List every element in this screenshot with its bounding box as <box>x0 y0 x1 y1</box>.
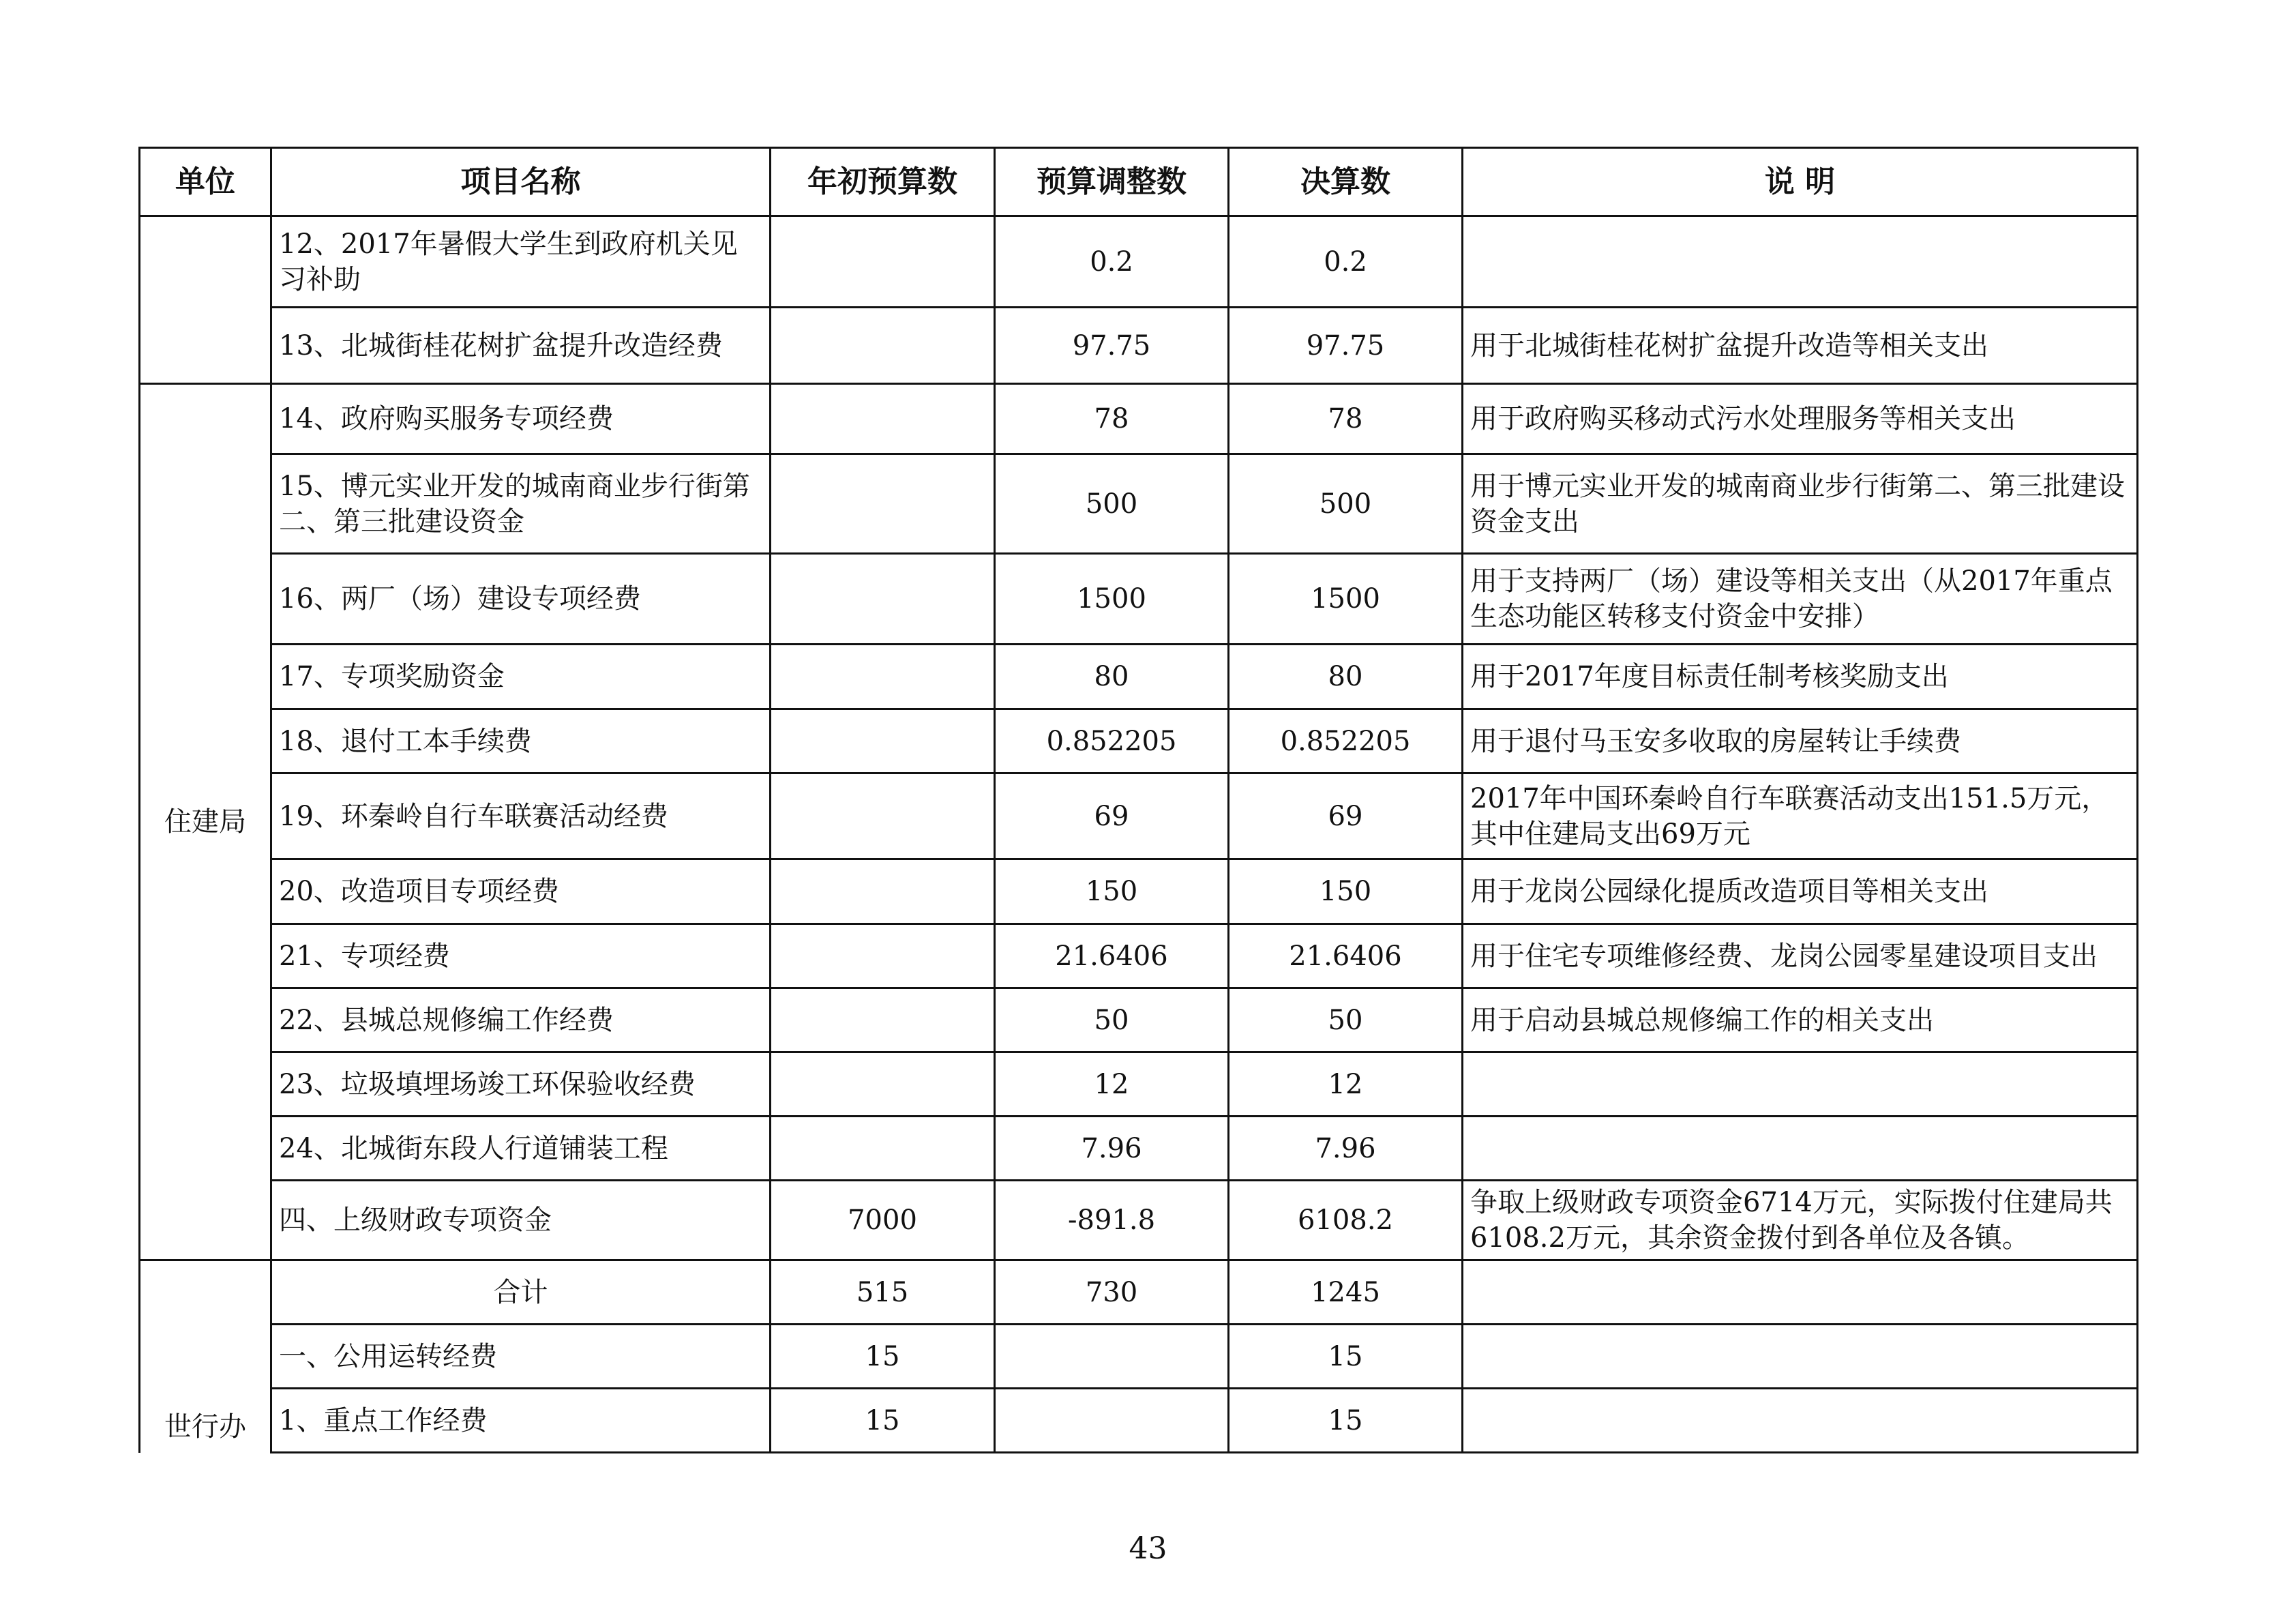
table-row <box>140 1181 2138 1260</box>
project-name: 24、北城街东段人行道铺装工程 <box>271 1117 771 1181</box>
project-name: 21、专项经费 <box>271 924 771 988</box>
final-account: 500 <box>1229 454 1463 554</box>
initial-budget <box>771 554 995 645</box>
note: 用于北城街桂花树扩盆提升改造等相关支出 <box>1463 308 2138 384</box>
budget-adjustment: 78 <box>995 384 1229 454</box>
table-row <box>140 645 2138 709</box>
final-account: 69 <box>1229 773 1463 859</box>
table-row <box>140 384 2138 454</box>
project-name: 19、环秦岭自行车联赛活动经费 <box>271 773 771 859</box>
note: 用于启动县城总规修编工作的相关支出 <box>1463 988 2138 1052</box>
table-row <box>140 1117 2138 1181</box>
final-account: 50 <box>1229 988 1463 1052</box>
final-account: 150 <box>1229 859 1463 924</box>
final-account: 15 <box>1229 1325 1463 1389</box>
unit-cell <box>140 1260 271 1453</box>
budget-adjustment: 730 <box>995 1260 1229 1325</box>
project-name: 20、改造项目专项经费 <box>271 859 771 924</box>
initial-budget <box>771 709 995 773</box>
project-name: 一、公用运转经费 <box>271 1325 771 1389</box>
table-row <box>140 216 2138 308</box>
final-account: 97.75 <box>1229 308 1463 384</box>
note: 2017年中国环秦岭自行车联赛活动支出151.5万元，其中住建局支出69万元 <box>1463 773 2138 859</box>
final-account: 21.6406 <box>1229 924 1463 988</box>
table-row <box>140 1260 2138 1325</box>
budget-adjustment: 69 <box>995 773 1229 859</box>
note: 用于2017年度目标责任制考核奖励支出 <box>1463 645 2138 709</box>
header-project-name: 项目名称 <box>271 148 771 216</box>
budget-adjustment: 0.852205 <box>995 709 1229 773</box>
note: 用于政府购买移动式污水处理服务等相关支出 <box>1463 384 2138 454</box>
note: 用于龙岗公园绿化提质改造项目等相关支出 <box>1463 859 2138 924</box>
project-name: 四、上级财政专项资金 <box>271 1181 771 1260</box>
unit-label: 世行办 <box>164 1411 246 1443</box>
table-row <box>140 554 2138 645</box>
project-name: 17、专项奖励资金 <box>271 645 771 709</box>
budget-adjustment: -891.8 <box>995 1181 1229 1260</box>
unit-cell-continued <box>140 216 271 384</box>
project-name: 12、2017年暑假大学生到政府机关见习补助 <box>271 216 771 308</box>
initial-budget <box>771 1117 995 1181</box>
project-name: 14、政府购买服务专项经费 <box>271 384 771 454</box>
initial-budget <box>771 988 995 1052</box>
project-name: 13、北城街桂花树扩盆提升改造经费 <box>271 308 771 384</box>
budget-adjustment: 12 <box>995 1052 1229 1117</box>
initial-budget: 7000 <box>771 1181 995 1260</box>
note <box>1463 1260 2138 1325</box>
table-row <box>140 859 2138 924</box>
budget-adjustment <box>995 1325 1229 1389</box>
initial-budget <box>771 454 995 554</box>
initial-budget <box>771 859 995 924</box>
budget-adjustment: 97.75 <box>995 308 1229 384</box>
table-row <box>140 1325 2138 1389</box>
budget-adjustment: 7.96 <box>995 1117 1229 1181</box>
note <box>1463 1389 2138 1453</box>
project-name-total: 合计 <box>271 1260 771 1325</box>
initial-budget: 15 <box>771 1325 995 1389</box>
initial-budget <box>771 924 995 988</box>
final-account: 0.2 <box>1229 216 1463 308</box>
initial-budget <box>771 384 995 454</box>
header-initial-budget: 年初预算数 <box>771 148 995 216</box>
initial-budget <box>771 645 995 709</box>
budget-adjustment: 500 <box>995 454 1229 554</box>
budget-table <box>138 147 2138 1453</box>
note <box>1463 1325 2138 1389</box>
unit-cell <box>140 384 271 1260</box>
final-account: 7.96 <box>1229 1117 1463 1181</box>
header-budget-adjustment: 预算调整数 <box>995 148 1229 216</box>
project-name: 15、博元实业开发的城南商业步行街第二、第三批建设资金 <box>271 454 771 554</box>
final-account: 78 <box>1229 384 1463 454</box>
note <box>1463 1052 2138 1117</box>
project-name: 16、两厂（场）建设专项经费 <box>271 554 771 645</box>
final-account: 1245 <box>1229 1260 1463 1325</box>
final-account: 0.852205 <box>1229 709 1463 773</box>
table-row <box>140 1052 2138 1117</box>
note: 争取上级财政专项资金6714万元，实际拨付住建局共6108.2万元，其余资金拨付到各单位及各镇。 <box>1463 1181 2138 1260</box>
budget-adjustment: 150 <box>995 859 1229 924</box>
header-row <box>140 148 2138 216</box>
budget-adjustment: 50 <box>995 988 1229 1052</box>
note: 用于住宅专项维修经费、龙岗公园零星建设项目支出 <box>1463 924 2138 988</box>
initial-budget: 15 <box>771 1389 995 1453</box>
initial-budget <box>771 1052 995 1117</box>
budget-adjustment <box>995 1389 1229 1453</box>
final-account: 1500 <box>1229 554 1463 645</box>
initial-budget <box>771 773 995 859</box>
page-number: 43 <box>1129 1531 1167 1566</box>
header-notes: 说 明 <box>1463 148 2138 216</box>
final-account: 6108.2 <box>1229 1181 1463 1260</box>
unit-label: 住建局 <box>164 806 246 838</box>
header-final-account: 决算数 <box>1229 148 1463 216</box>
project-name: 18、退付工本手续费 <box>271 709 771 773</box>
table-row <box>140 308 2138 384</box>
table-row <box>140 454 2138 554</box>
project-name: 23、垃圾填埋场竣工环保验收经费 <box>271 1052 771 1117</box>
budget-adjustment: 21.6406 <box>995 924 1229 988</box>
project-name: 22、县城总规修编工作经费 <box>271 988 771 1052</box>
initial-budget: 515 <box>771 1260 995 1325</box>
budget-adjustment: 1500 <box>995 554 1229 645</box>
note: 用于支持两厂（场）建设等相关支出（从2017年重点生态功能区转移支付资金中安排） <box>1463 554 2138 645</box>
header-unit: 单位 <box>140 148 271 216</box>
table-row <box>140 924 2138 988</box>
final-account: 15 <box>1229 1389 1463 1453</box>
budget-adjustment: 80 <box>995 645 1229 709</box>
note: 用于博元实业开发的城南商业步行街第二、第三批建设资金支出 <box>1463 454 2138 554</box>
project-name: 1、重点工作经费 <box>271 1389 771 1453</box>
table-row <box>140 773 2138 859</box>
note <box>1463 216 2138 308</box>
initial-budget <box>771 308 995 384</box>
table-row <box>140 988 2138 1052</box>
note <box>1463 1117 2138 1181</box>
final-account: 80 <box>1229 645 1463 709</box>
table-row <box>140 1389 2138 1453</box>
note: 用于退付马玉安多收取的房屋转让手续费 <box>1463 709 2138 773</box>
table-row <box>140 709 2138 773</box>
budget-adjustment: 0.2 <box>995 216 1229 308</box>
initial-budget <box>771 216 995 308</box>
final-account: 12 <box>1229 1052 1463 1117</box>
